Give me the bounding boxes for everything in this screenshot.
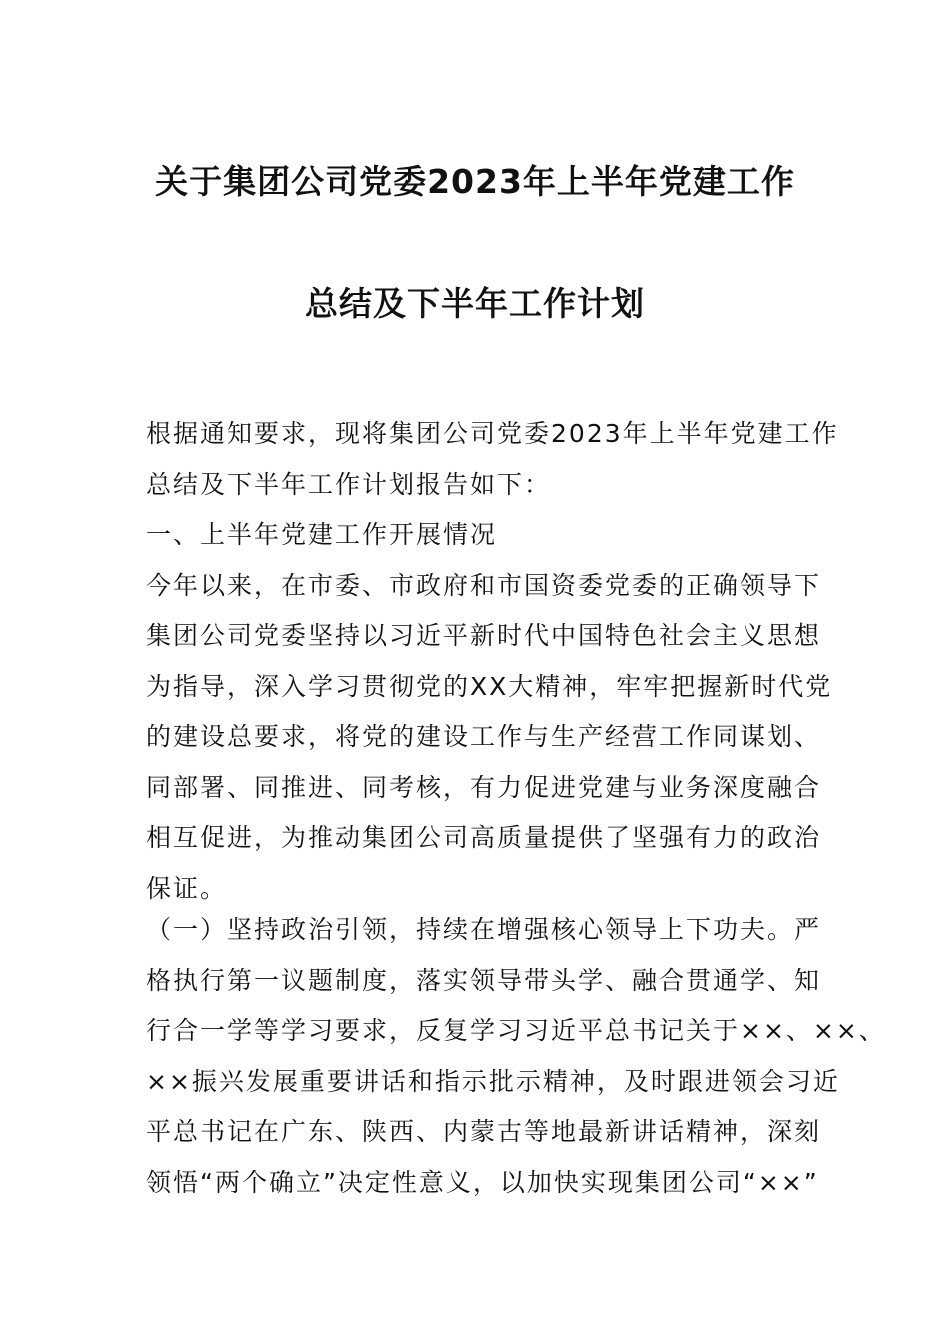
- body-line: 总结及下半年工作计划报告如下：: [146, 470, 552, 499]
- body-line: 为指导，深入学习贯彻党的XX大精神，牢牢把握新时代党: [146, 672, 833, 701]
- body-line: 保证。: [146, 874, 228, 903]
- body-line: 平总书记在广东、陕西、内蒙古等地最新讲话精神，深刻: [146, 1117, 822, 1146]
- document-title-line-2: 总结及下半年工作计划: [305, 284, 645, 323]
- body-line: 领悟“两个确立”决定性意义，以加快实现集团公司“××”: [146, 1168, 819, 1197]
- section-heading: 一、上半年党建工作开展情况: [146, 520, 498, 549]
- body-line: 行合一学等学习要求，反复学习习近平总书记关于××、××、: [146, 1016, 886, 1045]
- subsection-heading: （一）坚持政治引领，持续在增强核心领导上下功夫。严: [146, 915, 822, 944]
- body-line: ××振兴发展重要讲话和指示批示精神，及时跟进领会习近: [146, 1067, 840, 1096]
- body-line: 的建设总要求，将党的建设工作与生产经营工作同谋划、: [146, 722, 822, 751]
- body-line: 相互促进，为推动集团公司高质量提供了坚强有力的政治: [146, 823, 822, 852]
- document-title-line-1: 关于集团公司党委2023年上半年党建工作: [155, 162, 795, 201]
- body-line: 今年以来，在市委、市政府和市国资委党委的正确领导下: [146, 571, 822, 600]
- body-line: 根据通知要求，现将集团公司党委2023年上半年党建工作: [146, 419, 839, 448]
- body-line: 集团公司党委坚持以习近平新时代中国特色社会主义思想: [146, 621, 822, 650]
- body-line: 格执行第一议题制度，落实领导带头学、融合贯通学、知: [146, 966, 822, 995]
- body-line: 同部署、同推进、同考核，有力促进党建与业务深度融合: [146, 773, 822, 802]
